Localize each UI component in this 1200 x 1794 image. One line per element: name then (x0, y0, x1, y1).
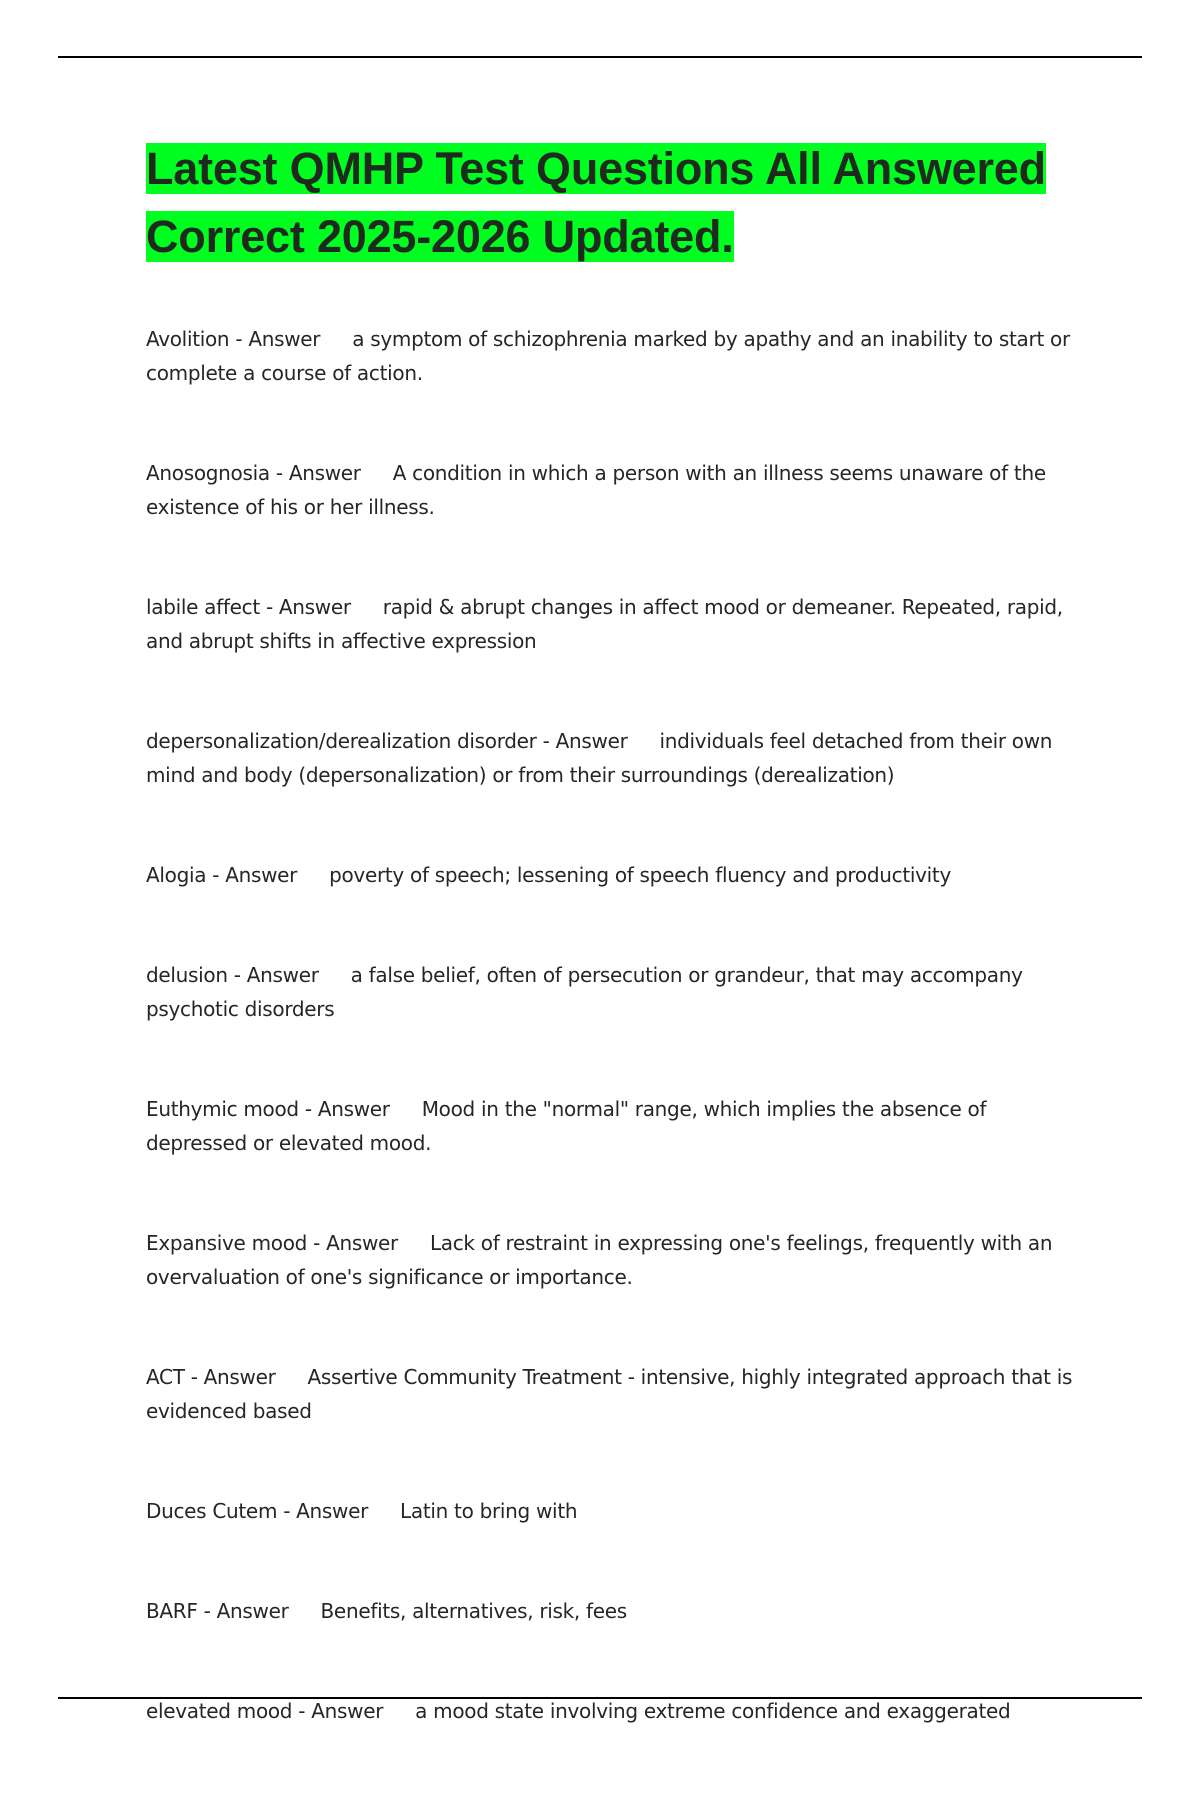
flashcard-term: delusion (146, 963, 228, 987)
flashcard-entry (146, 456, 1086, 524)
flashcard-entry (146, 1694, 1086, 1728)
answer-separator: - Answer (283, 1499, 369, 1523)
flashcard-term: ACT (146, 1365, 185, 1389)
flashcard-definition: Lack of restraint in expressing one's feelings, frequently with an overvaluation of one's significance or importance. (146, 1231, 1053, 1289)
flashcard-definition: Latin to bring with (400, 1499, 578, 1523)
flashcard-term: Alogia (146, 863, 207, 887)
answer-separator: - Answer (233, 963, 319, 987)
flashcard-definition: poverty of speech; lessening of speech fluency and productivity (329, 863, 951, 887)
flashcard-definition: individuals feel detached from their own mind and body (depersonalization) or from their surroundings (derealization) (146, 729, 1053, 787)
title-block (146, 140, 1086, 276)
flashcard-term: elevated mood (146, 1699, 293, 1723)
flashcard-term: Avolition (146, 327, 230, 351)
flashcard-list (146, 322, 1086, 1728)
flashcard-definition: a mood state involving extreme confidence and exaggerated (415, 1699, 1011, 1723)
flashcard-entry (146, 858, 1086, 892)
answer-separator: - Answer (313, 1231, 398, 1255)
answer-separator: - Answer (212, 863, 298, 887)
flashcard-entry (146, 1092, 1086, 1160)
answer-separator: - Answer (304, 1097, 390, 1121)
answer-separator: - Answer (235, 327, 321, 351)
header-rule (58, 56, 1142, 58)
flashcard-definition: a false belief, often of persecution or grandeur, that may accompany psychotic disorders (146, 963, 1023, 1021)
flashcard-definition: Mood in the "normal" range, which implies the absence of depressed or elevated mood. (146, 1097, 987, 1155)
flashcard-entry (146, 724, 1086, 792)
flashcard-definition: Assertive Community Treatment - intensive, highly integrated approach that is evidenced based (146, 1365, 1073, 1423)
answer-separator: - Answer (275, 461, 361, 485)
flashcard-entry (146, 1360, 1086, 1428)
flashcard-entry (146, 322, 1086, 390)
answer-separator: - Answer (542, 729, 628, 753)
answer-separator: - Answer (298, 1699, 384, 1723)
flashcard-entry (146, 1226, 1086, 1294)
flashcard-term: Duces Cutem (146, 1499, 278, 1523)
flashcard-term: labile affect (146, 595, 260, 619)
flashcard-entry (146, 958, 1086, 1026)
flashcard-definition: rapid & abrupt changes in affect mood or demeaner. Repeated, rapid, and abrupt shifts in affective expression (146, 595, 1063, 653)
flashcard-term: BARF (146, 1599, 198, 1623)
answer-separator: - Answer (190, 1365, 276, 1389)
answer-separator: - Answer (265, 595, 351, 619)
flashcard-entry (146, 1494, 1086, 1528)
document-body (146, 140, 1086, 1794)
footer-rule (58, 1697, 1142, 1699)
flashcard-definition: A condition in which a person with an illness seems unaware of the existence of his or her illness. (146, 461, 1046, 519)
flashcard-term: depersonalization/derealization disorder (146, 729, 537, 753)
flashcard-definition: a symptom of schizophrenia marked by apathy and an inability to start or complete a course of action. (146, 327, 1070, 385)
flashcard-term: Euthymic mood (146, 1097, 299, 1121)
flashcard-entry (146, 1594, 1086, 1628)
flashcard-term: Expansive mood (146, 1231, 308, 1255)
answer-separator: - Answer (203, 1599, 289, 1623)
document-title: Latest QMHP Test Questions All Answered Correct 2025-2026 Updated. (146, 143, 1046, 262)
flashcard-entry (146, 590, 1086, 658)
flashcard-definition: Benefits, alternatives, risk, fees (320, 1599, 627, 1623)
flashcard-term: Anosognosia (146, 461, 270, 485)
